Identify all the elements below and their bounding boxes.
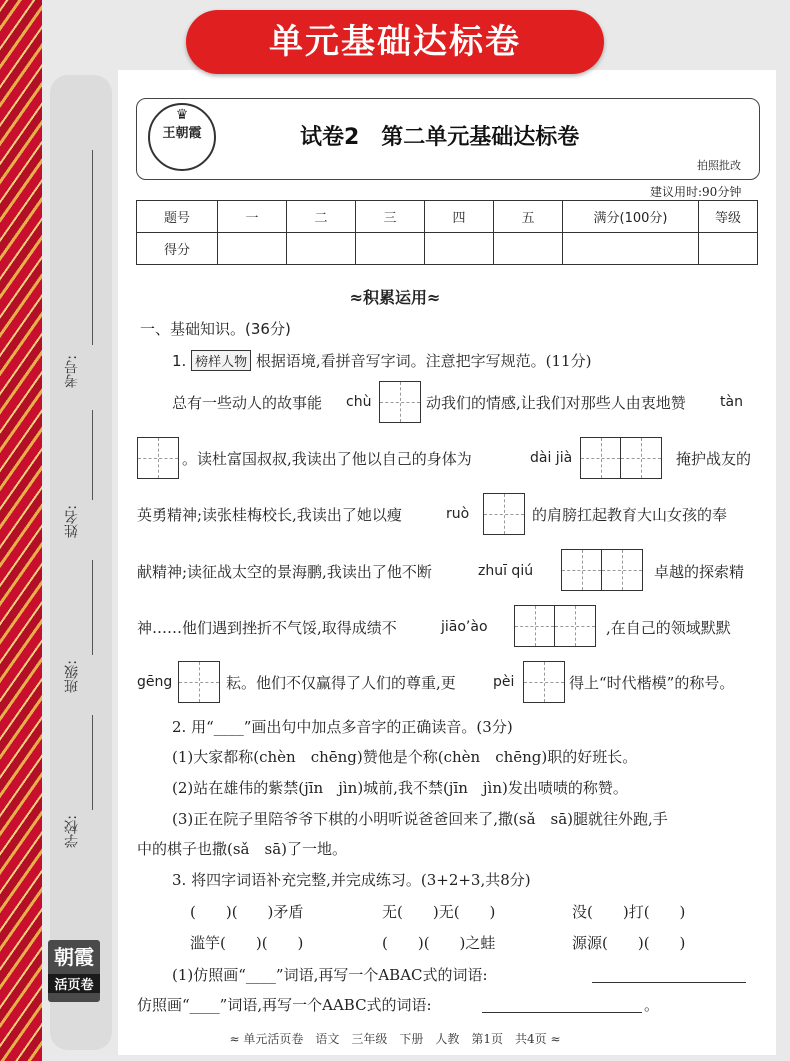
table-cell: 一 xyxy=(218,201,287,233)
text-line: 神……他们遇到挫折不气馁,取得成绩不 xyxy=(137,619,397,637)
score-input-cell[interactable] xyxy=(218,233,287,265)
idiom-blank[interactable]: 滥竽( )( ) xyxy=(190,934,304,952)
idiom-blank[interactable]: 没( )打( ) xyxy=(572,903,686,921)
banner-title: 单元基础达标卷 xyxy=(186,10,604,74)
question-2-item: 中的棋子也撒(sǎ sā)了一地。 xyxy=(137,840,347,858)
answer-box[interactable] xyxy=(178,661,220,703)
score-input-cell[interactable] xyxy=(356,233,425,265)
text-line: 献精神;读征战太空的景海鹏,我读出了他不断 xyxy=(137,563,432,581)
seal-name: 王朝霞 xyxy=(162,126,202,141)
name-line xyxy=(92,410,93,500)
text-line: 总有一些动人的故事能 xyxy=(172,394,323,412)
question-2-item: (3)正在院子里陪爷爷下棋的小明听说爸爸回来了,撒(sǎ sā)腿就往外跑,手 xyxy=(172,810,668,828)
text-line: 卓越的探索精 xyxy=(654,563,745,581)
class-line xyxy=(92,560,93,655)
school-line xyxy=(92,715,93,810)
question-2-item: (2)站在雄伟的紫禁(jīn jìn)城前,我不禁(jīn jìn)发出啧啧的称赞。 xyxy=(172,779,628,797)
exam-number-line xyxy=(92,150,93,345)
score-table xyxy=(136,200,758,265)
score-input-cell[interactable] xyxy=(699,233,758,265)
table-row xyxy=(137,233,758,265)
text-line: ,在自己的领域默默 xyxy=(606,619,731,637)
pinyin: ruò xyxy=(446,506,470,522)
exam-number-label: 考号: xyxy=(64,355,80,388)
table-cell: 四 xyxy=(425,201,494,233)
decorative-ribbon xyxy=(0,0,42,1061)
answer-line[interactable] xyxy=(482,1012,642,1013)
idiom-blank[interactable]: 无( )无( ) xyxy=(382,903,496,921)
pinyin: dài jià xyxy=(530,450,573,466)
answer-box[interactable] xyxy=(514,605,596,647)
score-input-cell[interactable] xyxy=(494,233,563,265)
table-cell: 五 xyxy=(494,201,563,233)
suggested-time: 建议用时:90分钟 xyxy=(650,185,742,199)
answer-box[interactable] xyxy=(483,493,525,535)
logo-top-text: 朝霞 xyxy=(54,945,94,969)
idiom-blank[interactable]: ( )( )矛盾 xyxy=(190,903,304,921)
part-heading: 一、基础知识。(36分) xyxy=(140,320,291,338)
photo-grading-note: 拍照批改 xyxy=(697,159,741,172)
question-1-line: 1. 榜样人物 根据语境,看拼音写字词。注意把字写规范。(11分) xyxy=(172,352,592,370)
text-line: 得上“时代楷模”的称号。 xyxy=(569,674,735,692)
answer-box[interactable] xyxy=(137,437,179,479)
text-line: 动我们的情感,让我们对那些人由衷地赞 xyxy=(426,394,686,412)
name-label: 姓名: xyxy=(64,505,80,538)
pinyin: gēng xyxy=(137,674,173,690)
table-cell: 二 xyxy=(287,201,356,233)
logo-bottom-text: 活页卷 xyxy=(48,974,100,993)
page-title: 试卷2 第二单元基础达标卷 xyxy=(300,125,580,150)
question-3-heading: 3. 将四字词语补充完整,并完成练习。(3+2+3,共8分) xyxy=(172,871,531,889)
pinyin: pèi xyxy=(493,674,515,690)
pinyin: jiāo’ào xyxy=(441,619,488,635)
score-input-cell[interactable] xyxy=(425,233,494,265)
score-input-cell[interactable] xyxy=(287,233,356,265)
table-cell: 等级 xyxy=(699,201,758,233)
exercise-line: (1)仿照画“____”词语,再写一个ABAC式的词语: xyxy=(172,966,488,984)
school-label: 学校: xyxy=(64,815,80,848)
crown-icon: ♛ xyxy=(175,107,189,123)
pinyin: chù xyxy=(346,394,372,410)
pinyin: tàn xyxy=(720,394,743,410)
table-cell: 题号 xyxy=(137,201,218,233)
question-2-item: (1)大家都称(chèn chēng)赞他是个称(chèn chēng)职的好班长。 xyxy=(172,748,638,766)
answer-box[interactable] xyxy=(523,661,565,703)
class-label: 班级: xyxy=(64,660,80,693)
text-line: 耘。他们不仅赢得了人们的尊重,更 xyxy=(226,674,456,692)
score-input-cell[interactable] xyxy=(563,233,699,265)
question-2-heading: 2. 用“____”画出句中加点多音字的正确读音。(3分) xyxy=(172,718,513,736)
page-footer: ≈ 单元活页卷 语文 三年级 下册 人教 第1页 共4页 ≈ xyxy=(229,1032,561,1046)
answer-box[interactable] xyxy=(379,381,421,423)
pinyin: zhuī qiú xyxy=(478,563,534,579)
section-heading: ≈积累运用≈ xyxy=(349,288,441,307)
text-line: 。读杜富国叔叔,我读出了他以自己的身体为 xyxy=(182,450,472,468)
topic-tag: 榜样人物 xyxy=(191,350,251,371)
idiom-blank[interactable]: 源源( )( ) xyxy=(572,934,686,952)
text-line: 英勇精神;读张桂梅校长,我读出了她以瘦 xyxy=(137,506,402,524)
text-line: 的肩膀扛起教育大山女孩的奉 xyxy=(532,506,728,524)
answer-box[interactable] xyxy=(580,437,662,479)
binding-sidebar xyxy=(50,75,112,1050)
exercise-line: 仿照画“____”词语,再写一个AABC式的词语: xyxy=(137,996,432,1014)
publisher-seal xyxy=(148,103,216,171)
answer-box[interactable] xyxy=(561,549,643,591)
brand-logo xyxy=(48,940,100,1002)
table-cell: 得分 xyxy=(137,233,218,265)
table-row xyxy=(137,201,758,233)
table-cell: 三 xyxy=(356,201,425,233)
table-cell: 满分(100分) xyxy=(563,201,699,233)
text-line: 掩护战友的 xyxy=(676,450,752,468)
idiom-blank[interactable]: ( )( )之蛙 xyxy=(382,934,496,952)
answer-line[interactable] xyxy=(592,982,746,983)
